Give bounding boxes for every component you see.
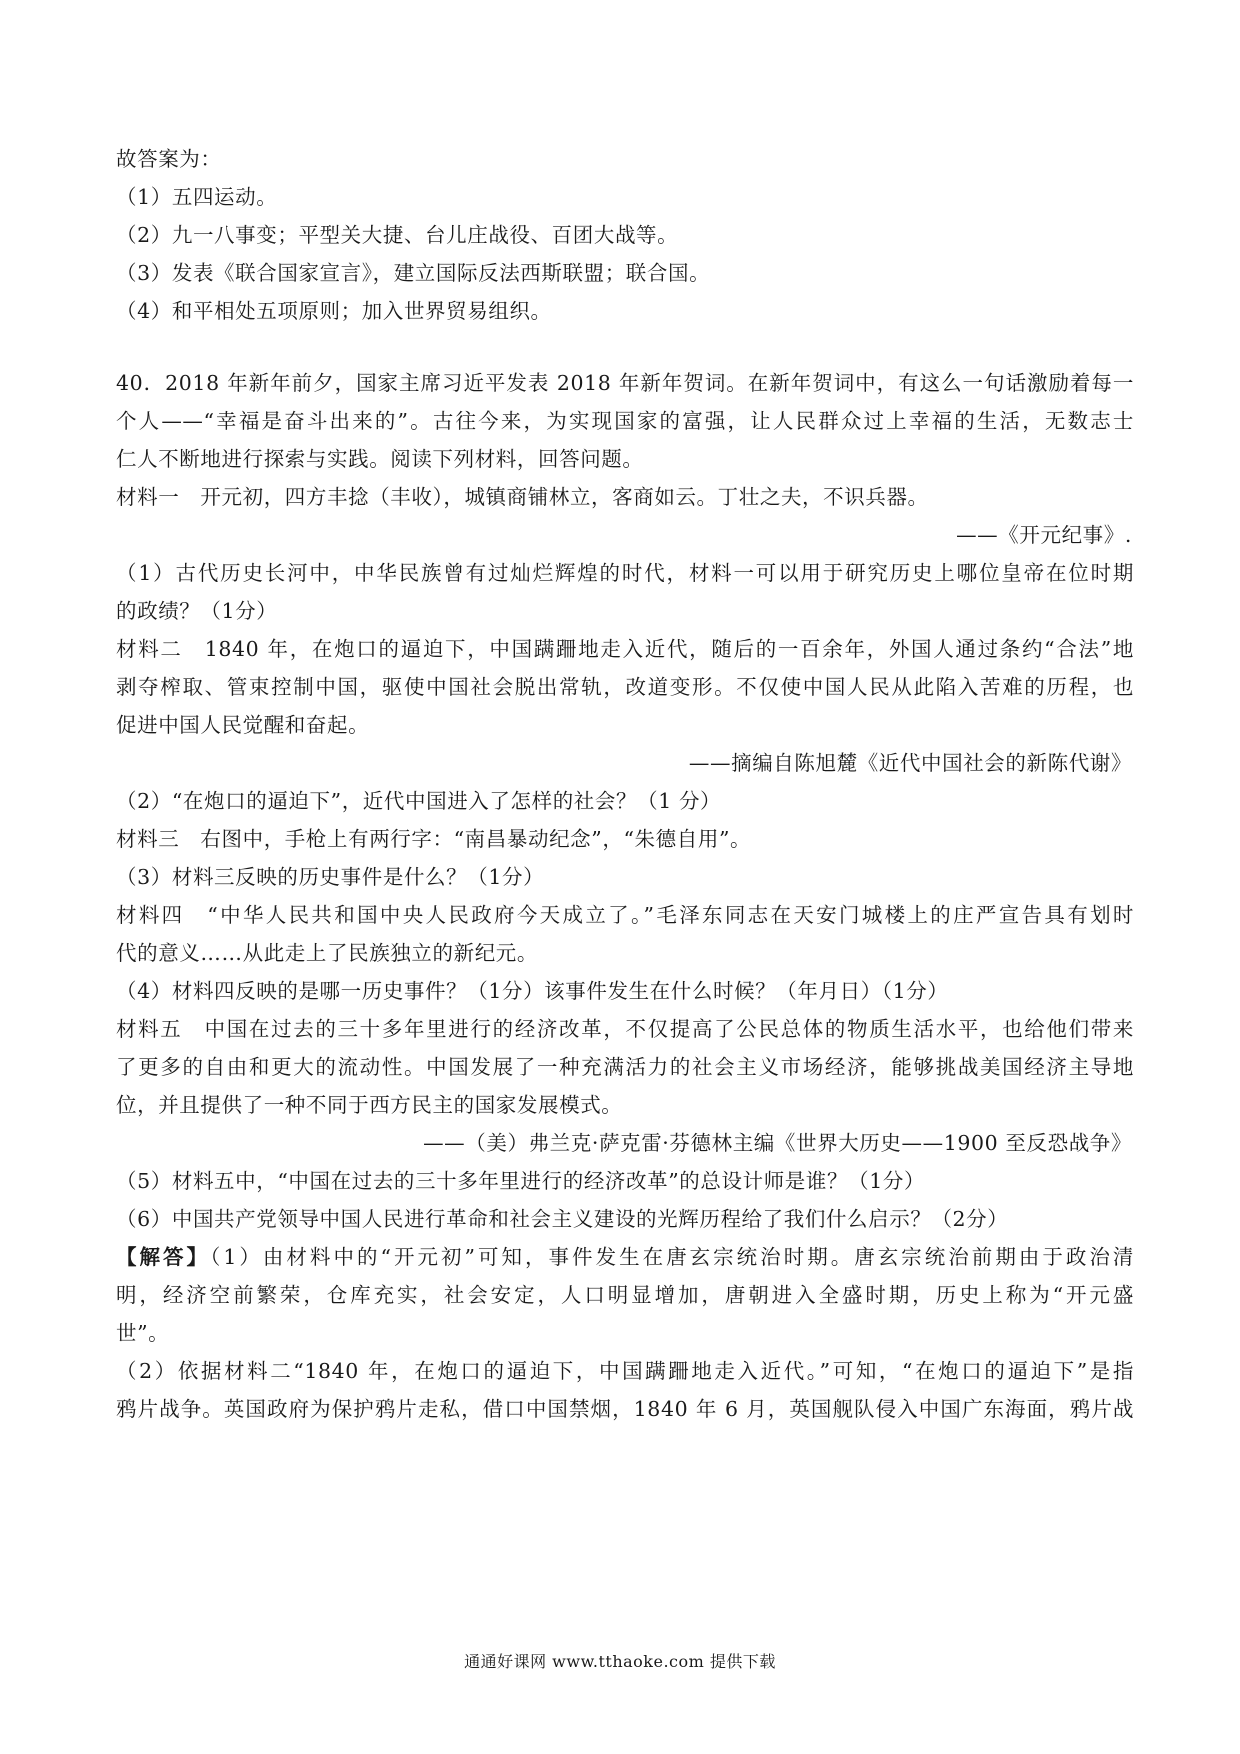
material-5-line: 了更多的自由和更大的流动性。中国发展了一种充满活力的社会主义市场经济，能够挑战美国经济主导地: [116, 1055, 1134, 1079]
material-1-source: ——《开元纪事》.: [956, 523, 1132, 547]
question-1-line: 的政绩？（1分）: [116, 599, 278, 623]
question-40-stem-line: 仁人不断地进行探索与实践。阅读下列材料，回答问题。: [116, 447, 644, 471]
material-1-text: 材料一 开元初，四方丰捻（丰收），城镇商铺林立，客商如云。丁壮之夫，不识兵器。: [116, 485, 929, 509]
solution-p1-line: 世”。: [116, 1321, 170, 1345]
material-5-source: ——（美）弗兰克·萨克雷·芬德林主编《世界大历史——1900 至反恐战争》: [423, 1131, 1132, 1155]
question-4: （4）材料四反映的是哪一历史事件？（1分）该事件发生在什么时候？（年月日）（1分）: [116, 979, 949, 1003]
question-40-stem-line: 40．2018 年新年前夕，国家主席习近平发表 2018 年新年贺词。在新年贺词中，有这么一句话激励着每一: [116, 371, 1134, 395]
question-40-stem-line: 个人——“幸福是奋斗出来的”。古往今来，为实现国家的富强，让人民群众过上幸福的生活，无数志士: [116, 409, 1134, 433]
solution-p1-line-1: （1）由材料中的“开元初”可知，事件发生在唐玄宗统治时期。唐玄宗统治前期由于政治清: [210, 1245, 1134, 1269]
solution-p2-line: 鸦片战争。英国政府为保护鸦片走私，借口中国禁烟，1840 年 6 月，英国舰队侵入中国广东海面，鸦片战: [116, 1397, 1134, 1421]
page-footer: 通通好课网 www.tthaoke.com 提供下载: [464, 1652, 776, 1671]
solution-p2-line: （2）依据材料二“1840 年，在炮口的逼迫下，中国蹒跚地走入近代。”可知，“在炮口的逼迫下”是指: [116, 1359, 1134, 1383]
question-2: （2）“在炮口的逼迫下”，近代中国进入了怎样的社会？（1 分）: [116, 789, 722, 813]
answer-item-4: （4）和平相处五项原则；加入世界贸易组织。: [116, 299, 552, 323]
solution-p1-line: 明，经济空前繁荣，仓库充实，社会安定，人口明显增加，唐朝进入全盛时期，历史上称为“开元盛: [116, 1283, 1134, 1307]
material-5-line: 位，并且提供了一种不同于西方民主的国家发展模式。: [116, 1093, 623, 1117]
question-1-line: （1）古代历史长河中，中华民族曾有过灿烂辉煌的时代，材料一可以用于研究历史上哪位皇帝在位时期: [116, 561, 1134, 585]
material-4-line: 材料四 “中华人民共和国中央人民政府今天成立了。”毛泽东同志在天安门城楼上的庄严宣告具有划时: [116, 903, 1134, 927]
material-2-line: 促进中国人民觉醒和奋起。: [116, 713, 370, 737]
solution-label: 【解答】: [116, 1245, 211, 1269]
answer-item-1: （1）五四运动。: [116, 185, 278, 209]
question-3: （3）材料三反映的历史事件是什么？（1分）: [116, 865, 545, 889]
material-5-line: 材料五 中国在过去的三十多年里进行的经济改革，不仅提高了公民总体的物质生活水平，也给他们带来: [116, 1017, 1134, 1041]
page-content: [116, 140, 1134, 1428]
answer-item-2: （2）九一八事变；平型关大捷、台儿庄战役、百团大战等。: [116, 223, 679, 247]
answer-item-3: （3）发表《联合国家宣言》，建立国际反法西斯联盟；联合国。: [116, 261, 711, 285]
section-gap: [116, 330, 1134, 364]
material-2-line: 剥夺榨取、管束控制中国，驱使中国社会脱出常轨，改道变形。不仅使中国人民从此陷入苦难的历程，也: [116, 675, 1134, 699]
question-5: （5）材料五中，“中国在过去的三十多年里进行的经济改革”的总设计师是谁？（1分）: [116, 1169, 926, 1193]
material-3-text: 材料三 右图中，手枪上有两行字：“南昌暴动纪念”，“朱德自用”。: [116, 827, 752, 851]
material-2-line: 材料二 1840 年，在炮口的逼迫下，中国蹒跚地走入近代，随后的一百余年，外国人通过条约“合法”地: [116, 637, 1134, 661]
material-2-source: ——摘编自陈旭麓《近代中国社会的新陈代谢》: [688, 751, 1132, 775]
solution-line: [116, 1238, 1134, 1276]
material-4-line: 代的意义……从此走上了民族独立的新纪元。: [116, 941, 538, 965]
answer-intro: 故答案为：: [116, 147, 222, 171]
question-6: （6）中国共产党领导中国人民进行革命和社会主义建设的光辉历程给了我们什么启示？（2分）: [116, 1207, 1009, 1231]
